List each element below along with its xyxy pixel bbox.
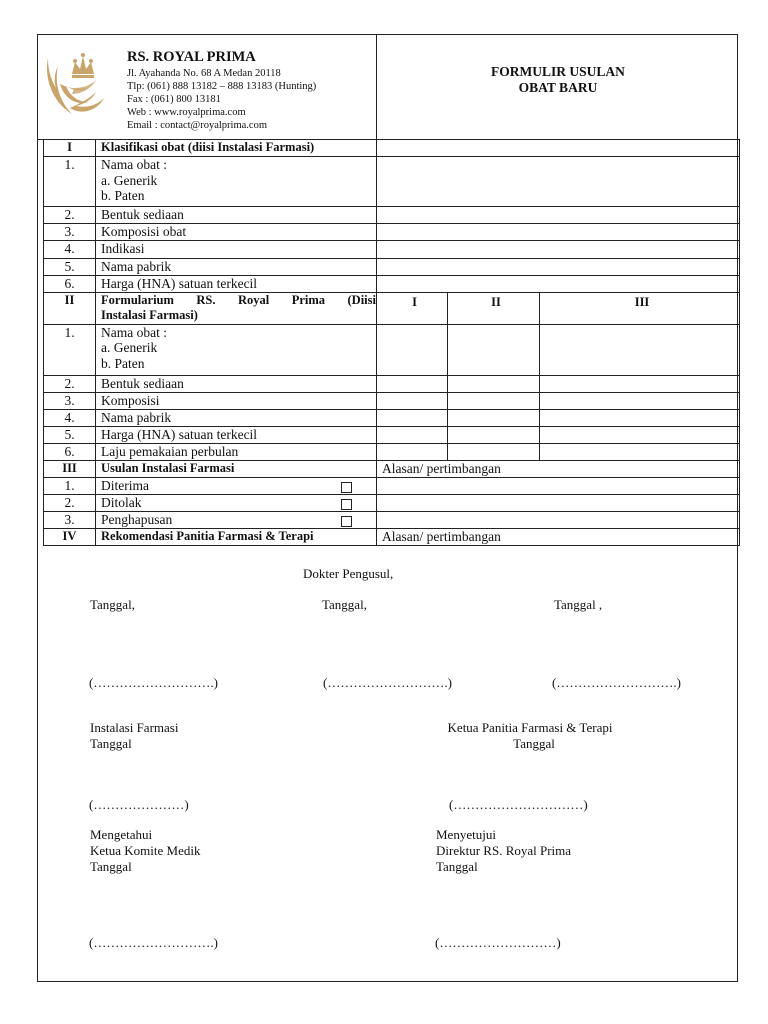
section-roman: IV bbox=[44, 528, 96, 545]
input-cell[interactable] bbox=[448, 324, 540, 375]
row-label bbox=[96, 511, 377, 528]
table-row bbox=[44, 511, 740, 528]
input-cell[interactable] bbox=[377, 259, 740, 276]
row-label bbox=[96, 324, 377, 375]
row-label: Bentuk sediaan bbox=[96, 207, 377, 224]
section-1-header-row bbox=[44, 140, 740, 157]
option-label: Penghapusan bbox=[101, 511, 173, 527]
section-roman: II bbox=[44, 292, 96, 324]
date-label: Tanggal , bbox=[554, 597, 603, 612]
director-label: Direktur RS. Royal Prima bbox=[436, 843, 572, 858]
input-cell[interactable] bbox=[377, 276, 740, 293]
removal-checkbox[interactable] bbox=[341, 516, 352, 527]
table-row bbox=[44, 241, 740, 259]
date-label: Tanggal, bbox=[322, 597, 367, 612]
table-row bbox=[44, 426, 740, 443]
row-label-line: b. Paten bbox=[101, 188, 145, 203]
input-cell[interactable] bbox=[540, 392, 740, 409]
signature-blank[interactable]: (…………………) bbox=[89, 797, 189, 812]
row-label: Nama pabrik bbox=[96, 409, 377, 426]
input-cell[interactable] bbox=[377, 157, 740, 207]
row-number: 5. bbox=[44, 259, 96, 276]
row-label-line: Nama obat : bbox=[101, 157, 167, 172]
column-header: II bbox=[448, 292, 540, 324]
row-number: 6. bbox=[44, 443, 96, 460]
row-number: 3. bbox=[44, 224, 96, 241]
row-label: Laju pemakaian perbulan bbox=[96, 443, 377, 460]
row-label bbox=[96, 477, 377, 494]
row-label-line: Nama obat : bbox=[101, 324, 167, 340]
input-cell[interactable] bbox=[540, 324, 740, 375]
table-row bbox=[44, 224, 740, 241]
committee-label: Ketua Panitia Farmasi & Terapi bbox=[447, 720, 613, 735]
signature-blank[interactable]: (……………………….) bbox=[89, 675, 218, 690]
date-label: Tanggal, bbox=[90, 597, 135, 612]
reject-checkbox[interactable] bbox=[341, 499, 352, 510]
signature-blank[interactable]: (……………………….) bbox=[552, 675, 681, 690]
hospital-logo-icon bbox=[42, 44, 122, 124]
table-row bbox=[44, 375, 740, 392]
row-number: 3. bbox=[44, 392, 96, 409]
signature-blank[interactable]: (……………………….) bbox=[89, 935, 218, 950]
section-title: Klasifikasi obat (diisi Instalasi Farmasi) bbox=[96, 140, 377, 157]
row-label: Bentuk sediaan bbox=[96, 375, 377, 392]
row-label bbox=[96, 157, 377, 207]
row-number: 1. bbox=[44, 477, 96, 494]
row-number: 4. bbox=[44, 409, 96, 426]
form-table bbox=[43, 139, 740, 546]
input-cell[interactable] bbox=[377, 224, 740, 241]
input-cell[interactable] bbox=[377, 207, 740, 224]
signature-blank[interactable]: (……………………….) bbox=[323, 675, 452, 690]
input-cell[interactable] bbox=[540, 375, 740, 392]
date-label: Tanggal bbox=[513, 736, 555, 751]
hospital-email: Email : contact@royalprima.com bbox=[127, 120, 267, 131]
hospital-phone: Tlp: (061) 888 13182 – 888 13183 (Hunting) bbox=[127, 81, 317, 92]
section-3-header-row bbox=[44, 460, 740, 477]
row-label: Komposisi obat bbox=[96, 224, 377, 241]
row-number: 1. bbox=[44, 324, 96, 375]
section-roman: III bbox=[44, 460, 96, 477]
row-label: Indikasi bbox=[96, 241, 377, 259]
row-label-line: b. Paten bbox=[101, 355, 145, 371]
table-row bbox=[44, 409, 740, 426]
row-label-line: a. Generik bbox=[101, 172, 158, 188]
medical-committee-label: Ketua Komite Medik bbox=[90, 843, 201, 858]
column-header: III bbox=[540, 292, 740, 324]
signature-blank[interactable]: (…………………………) bbox=[449, 797, 588, 812]
input-cell[interactable] bbox=[377, 511, 740, 528]
input-cell[interactable] bbox=[377, 477, 740, 494]
signature-blank[interactable]: (………………………) bbox=[435, 935, 561, 950]
table-row bbox=[44, 324, 740, 375]
hospital-web: Web : www.royalprima.com bbox=[127, 107, 246, 118]
table-row bbox=[44, 477, 740, 494]
reason-label: Alasan/ pertimbangan bbox=[377, 528, 740, 545]
table-row bbox=[44, 276, 740, 293]
section-4-header-row bbox=[44, 528, 740, 545]
pharmacy-label: Instalasi Farmasi bbox=[90, 720, 179, 735]
input-cell[interactable] bbox=[540, 409, 740, 426]
section-title bbox=[96, 292, 377, 324]
row-label: Nama pabrik bbox=[96, 259, 377, 276]
reason-label: Alasan/ pertimbangan bbox=[377, 460, 740, 477]
table-row bbox=[44, 494, 740, 511]
option-label: Diterima bbox=[101, 477, 149, 493]
table-row bbox=[44, 443, 740, 460]
row-label bbox=[96, 494, 377, 511]
input-cell[interactable] bbox=[377, 140, 740, 157]
section-title-line: Formularium RS. Royal Prima (Diisi bbox=[101, 292, 376, 307]
input-cell[interactable] bbox=[377, 494, 740, 511]
input-cell[interactable] bbox=[377, 392, 448, 409]
row-number: 3. bbox=[44, 511, 96, 528]
input-cell[interactable] bbox=[540, 426, 740, 443]
section-roman: I bbox=[44, 140, 96, 157]
input-cell[interactable] bbox=[377, 324, 448, 375]
approve-label: Menyetujui bbox=[436, 827, 496, 842]
row-number: 4. bbox=[44, 241, 96, 259]
table-row bbox=[44, 157, 740, 207]
hospital-fax: Fax : (061) 800 13181 bbox=[127, 94, 221, 105]
row-label: Harga (HNA) satuan terkecil bbox=[96, 276, 377, 293]
row-number: 1. bbox=[44, 157, 96, 207]
row-number: 2. bbox=[44, 375, 96, 392]
hospital-address: Jl. Ayahanda No. 68 A Medan 20118 bbox=[127, 68, 281, 79]
row-number: 6. bbox=[44, 276, 96, 293]
row-number: 5. bbox=[44, 426, 96, 443]
form-title-line-2: OBAT BARU bbox=[518, 80, 598, 95]
date-label: Tanggal bbox=[90, 736, 132, 751]
input-cell[interactable] bbox=[377, 409, 448, 426]
input-cell[interactable] bbox=[377, 241, 740, 259]
form-title-line-1: FORMULIR USULAN bbox=[491, 64, 625, 79]
column-header: I bbox=[377, 292, 448, 324]
date-label: Tanggal bbox=[90, 859, 132, 874]
date-label: Tanggal bbox=[436, 859, 478, 874]
table-row bbox=[44, 259, 740, 276]
input-cell[interactable] bbox=[377, 375, 448, 392]
input-cell[interactable] bbox=[448, 443, 540, 460]
input-cell[interactable] bbox=[448, 426, 540, 443]
acknowledge-label: Mengetahui bbox=[90, 827, 153, 842]
proposer-title: Dokter Pengusul, bbox=[303, 566, 394, 581]
row-number: 2. bbox=[44, 494, 96, 511]
section-2-header-row bbox=[44, 292, 740, 324]
input-cell[interactable] bbox=[377, 426, 448, 443]
section-title-line: Instalasi Farmasi) bbox=[101, 308, 198, 322]
row-label-line: a. Generik bbox=[101, 340, 158, 355]
row-number: 2. bbox=[44, 207, 96, 224]
section-title: Usulan Instalasi Farmasi bbox=[96, 460, 377, 477]
row-label: Harga (HNA) satuan terkecil bbox=[96, 426, 377, 443]
option-label: Ditolak bbox=[101, 494, 142, 510]
input-cell[interactable] bbox=[448, 375, 540, 392]
input-cell[interactable] bbox=[540, 443, 740, 460]
table-row bbox=[44, 392, 740, 409]
accept-checkbox[interactable] bbox=[341, 482, 352, 493]
table-row bbox=[44, 207, 740, 224]
hospital-name: RS. ROYAL PRIMA bbox=[127, 49, 256, 65]
input-cell[interactable] bbox=[448, 392, 540, 409]
section-title: Rekomendasi Panitia Farmasi & Terapi bbox=[96, 528, 377, 545]
input-cell[interactable] bbox=[377, 443, 448, 460]
input-cell[interactable] bbox=[448, 409, 540, 426]
row-label: Komposisi bbox=[96, 392, 377, 409]
